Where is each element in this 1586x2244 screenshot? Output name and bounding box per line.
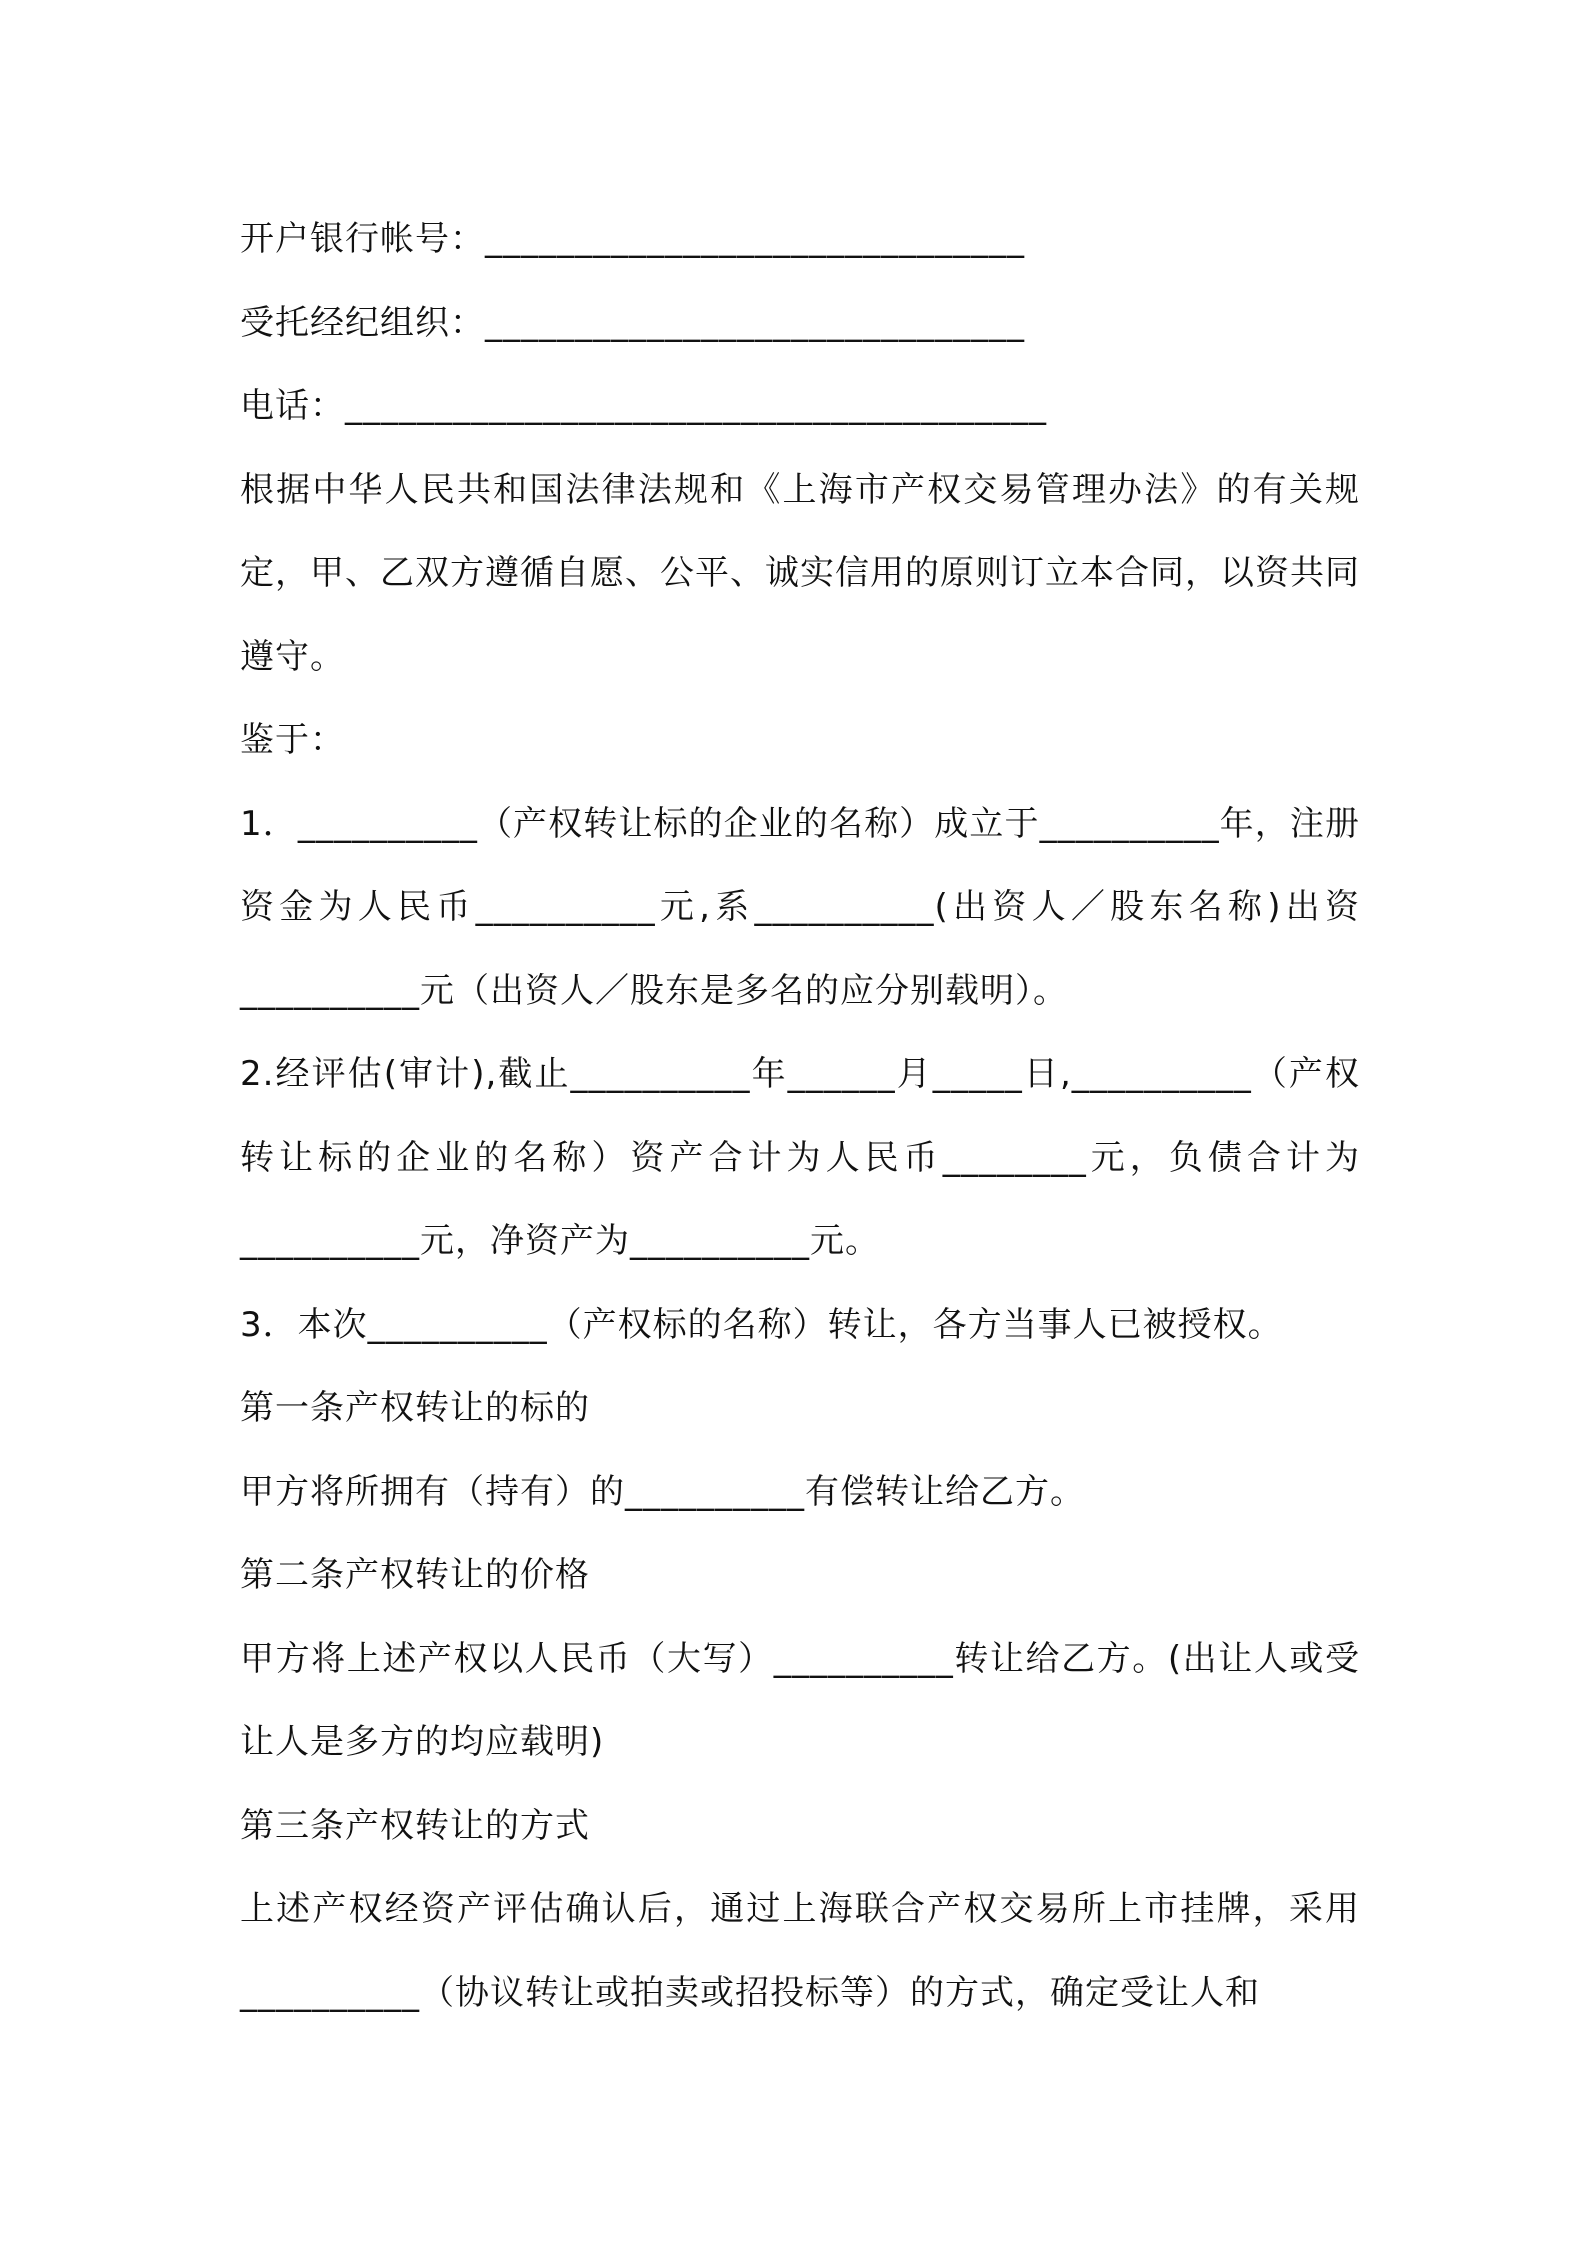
broker-line: 受托经纪组织：______________________________ bbox=[240, 302, 1025, 343]
bank-account-line: 开户银行帐号：______________________________ bbox=[240, 219, 1025, 259]
article-1-heading: 第一条产权转让的标的 bbox=[240, 1388, 590, 1428]
phone-line: 电话：_______________________________________ bbox=[240, 386, 1047, 426]
preamble-paragraph: 根据中华人民共和国法律法规和《上海市产权交易管理办法》的有关规定，甲、乙双方遵循自愿、公平、诚实信用的原则订立本合同，以资共同遵守。 bbox=[240, 469, 1360, 677]
whereas-item-1: 1．__________（产权转让标的企业的名称）成立于__________年，注册资金为人民币__________元,系__________(出资人／股东名称)出资__________元（出资人／股东是多名的应分别载明）。 bbox=[240, 803, 1360, 1011]
contract-text bbox=[240, 198, 1360, 2035]
whereas-item-2: 2.经评估(审计),截止__________年______月_____日,__________（产权转让标的企业的名称）资产合计为人民币________元，负债合计为__________元，净资产为__________元。 bbox=[240, 1054, 1360, 1261]
article-1-body: 甲方将所拥有（持有）的__________有偿转让给乙方。 bbox=[240, 1471, 1085, 1512]
article-3-body: 上述产权经资产评估确认后，通过上海联合产权交易所上市挂牌，采用__________（协议转让或拍卖或招投标等）的方式，确定受让人和 bbox=[240, 1889, 1360, 2013]
whereas-item-3: 3．本次__________（产权标的名称）转让，各方当事人已被授权。 bbox=[240, 1304, 1283, 1345]
whereas-heading: 鉴于： bbox=[240, 720, 345, 760]
article-3-heading: 第三条产权转让的方式 bbox=[240, 1805, 590, 1846]
article-2-heading: 第二条产权转让的价格 bbox=[240, 1555, 590, 1595]
article-2-body: 甲方将上述产权以人民币（大写）__________转让给乙方。(出让人或受让人是多方的均应载明) bbox=[240, 1638, 1360, 1762]
